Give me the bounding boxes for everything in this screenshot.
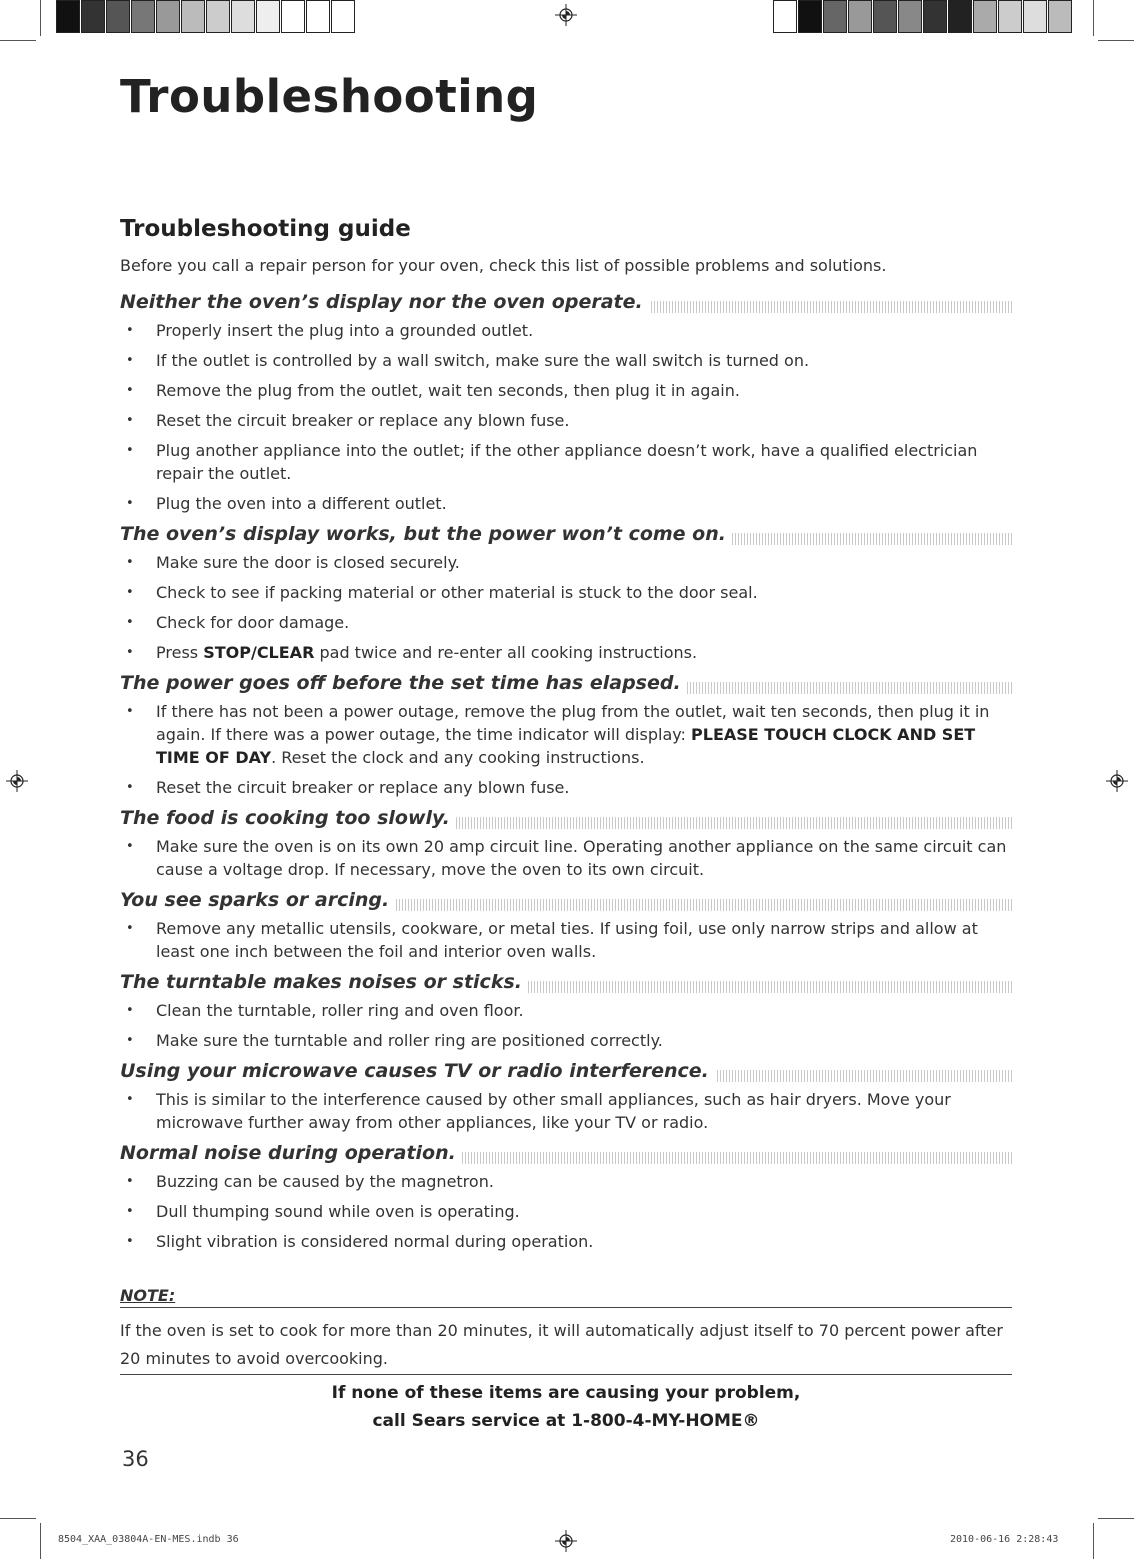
problem-section <box>120 806 1012 881</box>
page-number: 36 <box>122 1447 149 1471</box>
service-callout <box>120 1379 1012 1435</box>
crop-mark <box>1093 1523 1094 1559</box>
solution-text: pad twice and re-enter all cooking instructions. <box>314 643 698 662</box>
footer-timestamp: 2010-06-16 2:28:43 <box>950 1534 1059 1545</box>
solution-item: • Plug another appliance into the outlet; if the other appliance doesn’t work, have a qualified electrician repair the outlet. <box>120 439 1012 485</box>
crop-mark <box>1093 0 1094 36</box>
problem-heading-text: The oven’s display works, but the power won’t come on. <box>120 522 732 546</box>
solution-list <box>120 835 1012 881</box>
divider <box>120 1374 1012 1375</box>
registration-mark-icon <box>555 4 577 26</box>
problem-heading <box>120 970 1012 994</box>
solution-text: If there has not been a power outage, remove the plug from the outlet, wait ten seconds, then plug it in again. If there was a power outage, the time indicator will display: <box>156 702 990 744</box>
registration-mark-icon <box>6 770 28 792</box>
solution-item: • Slight vibration is considered normal during operation. <box>120 1230 1012 1253</box>
problem-heading <box>120 1059 1012 1083</box>
problem-heading <box>120 522 1012 546</box>
crop-mark <box>40 0 41 36</box>
solution-item: • Plug the oven into a different outlet. <box>120 492 1012 515</box>
solution-item <box>120 641 1012 664</box>
solution-item <box>120 700 1012 769</box>
registration-mark-icon <box>555 1530 577 1552</box>
callout-line-1: If none of these items are causing your problem, <box>331 1383 801 1403</box>
crop-mark <box>0 40 36 41</box>
solution-item: • Remove the plug from the outlet, wait ten seconds, then plug it in again. <box>120 379 1012 402</box>
solution-item: • Check to see if packing material or other material is stuck to the door seal. <box>120 581 1012 604</box>
solution-item: • Buzzing can be caused by the magnetron. <box>120 1170 1012 1193</box>
solution-item: • Make sure the door is closed securely. <box>120 551 1012 574</box>
solution-list <box>120 1088 1012 1134</box>
problem-section <box>120 1141 1012 1253</box>
note-label: NOTE: <box>120 1286 1012 1308</box>
crop-mark <box>0 1518 36 1519</box>
solution-item: • Properly insert the plug into a grounded outlet. <box>120 319 1012 342</box>
solution-emphasis: STOP/CLEAR <box>203 643 315 662</box>
page-title: Troubleshooting <box>120 70 539 123</box>
problem-section <box>120 671 1012 799</box>
solution-item: • Remove any metallic utensils, cookware, or metal ties. If using foil, use only narrow strips and allow at least one inch between the foil and interior oven walls. <box>120 917 1012 963</box>
solution-item: • Make sure the oven is on its own 20 amp circuit line. Operating another appliance on the same circuit can cause a voltage drop. If necessary, move the oven to its own circuit. <box>120 835 1012 881</box>
solution-item: • Reset the circuit breaker or replace any blown fuse. <box>120 409 1012 432</box>
problem-heading <box>120 806 1012 830</box>
solution-list <box>120 917 1012 963</box>
problem-heading-text: The power goes off before the set time has elapsed. <box>120 671 687 695</box>
problem-section <box>120 522 1012 664</box>
footer-file-info: 8504_XAA_03804A-EN-MES.indb 36 <box>58 1534 239 1545</box>
problem-section <box>120 290 1012 515</box>
solution-item: • Make sure the turntable and roller ring are positioned correctly. <box>120 1029 1012 1052</box>
problem-heading <box>120 671 1012 695</box>
problem-heading-text: The food is cooking too slowly. <box>120 806 456 830</box>
print-color-bar-left <box>56 0 356 33</box>
problem-heading <box>120 290 1012 314</box>
solution-list <box>120 1170 1012 1253</box>
solution-list <box>120 700 1012 799</box>
registration-mark-icon <box>1106 770 1128 792</box>
crop-mark <box>1098 1518 1134 1519</box>
solution-item: • If the outlet is controlled by a wall switch, make sure the wall switch is turned on. <box>120 349 1012 372</box>
problem-heading-text: Using your microwave causes TV or radio interference. <box>120 1059 715 1083</box>
crop-mark <box>1098 40 1134 41</box>
problem-heading <box>120 1141 1012 1165</box>
solution-item: • Check for door damage. <box>120 611 1012 634</box>
solution-emphasis: PLEASE TOUCH CLOCK AND SET TIME OF DAY <box>156 725 976 767</box>
print-color-bar-right <box>773 0 1073 33</box>
callout-line-2: call Sears service at 1-800-4-MY-HOME® <box>372 1411 760 1431</box>
crop-mark <box>40 1523 41 1559</box>
problem-section <box>120 888 1012 963</box>
problem-heading <box>120 888 1012 912</box>
solution-item: • Clean the turntable, roller ring and oven floor. <box>120 999 1012 1022</box>
guide-heading: Troubleshooting guide <box>120 216 411 242</box>
solution-text: Press <box>156 643 204 662</box>
problem-heading-text: The turntable makes noises or sticks. <box>120 970 528 994</box>
solution-text: . Reset the clock and any cooking instructions. <box>271 748 645 767</box>
problem-heading-text: You see sparks or arcing. <box>120 888 395 912</box>
problem-heading-text: Neither the oven’s display nor the oven operate. <box>120 290 649 314</box>
solution-item: • Reset the circuit breaker or replace any blown fuse. <box>120 776 1012 799</box>
solution-list <box>120 551 1012 664</box>
troubleshooting-sections <box>120 290 1012 1260</box>
problem-heading-text: Normal noise during operation. <box>120 1141 462 1165</box>
solution-item: • Dull thumping sound while oven is operating. <box>120 1200 1012 1223</box>
intro-text: Before you call a repair person for your oven, check this list of possible problems and solutions. <box>120 256 887 275</box>
problem-section <box>120 1059 1012 1134</box>
solution-list <box>120 319 1012 515</box>
solution-list <box>120 999 1012 1052</box>
note-text: If the oven is set to cook for more than 20 minutes, it will automatically adjust itself to 70 percent power after 20 minutes to avoid overcooking. <box>120 1321 1003 1368</box>
solution-item: • This is similar to the interference caused by other small appliances, such as hair dryers. Move your microwave further away from other appliances, like your TV or radio. <box>120 1088 1012 1134</box>
problem-section <box>120 970 1012 1052</box>
